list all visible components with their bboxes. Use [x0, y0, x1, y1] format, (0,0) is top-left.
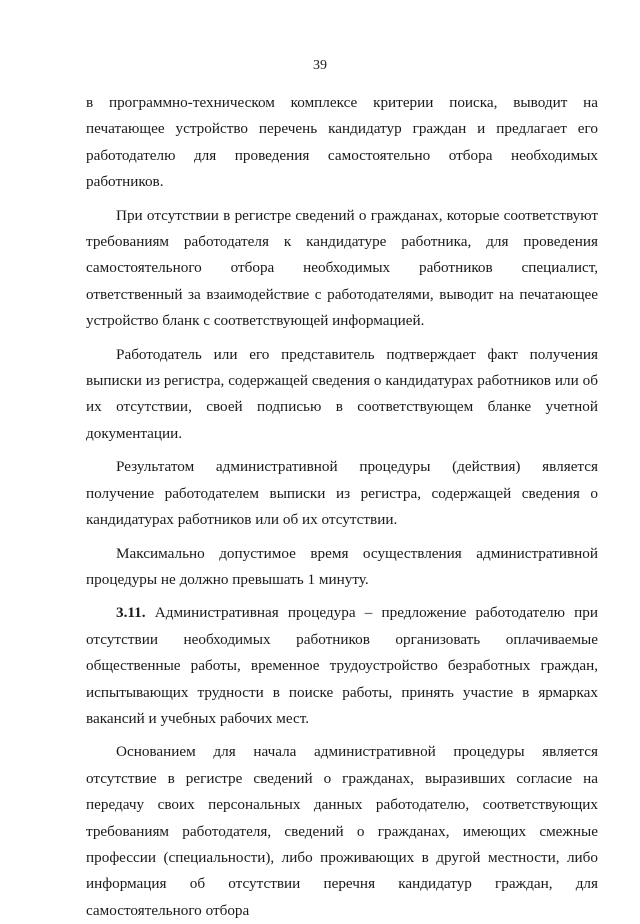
section-3-11	[86, 600, 598, 732]
paragraph-4: Результатом административной процедуры (действия) является получение работодателем выписки из регистра, содержащей сведения о кандидатурах работников или об их отсутствии.	[86, 458, 598, 529]
section-number: 3.11.	[116, 604, 146, 622]
section-text: Административная процедура – предложение работодателю при отсутствии необходимых работников организовать оплачиваемые общественные работы, временное трудоустройство безработных граждан, испытывающих трудности в поиске работы, принять участие в ярмарках вакансий и учебных рабочих мест.	[86, 604, 599, 727]
document-body	[86, 90, 598, 924]
paragraph-5: Максимально допустимое время осуществления административной процедуры не должно превышать 1 минуту.	[86, 544, 598, 588]
paragraph-3: Работодатель или его представитель подтверждает факт получения выписки из регистра, содержащей сведения о кандидатурах работников или об их отсутствии, своей подписью в соответствующем бланке учетной документации.	[86, 345, 598, 442]
paragraph-2: При отсутствии в регистре сведений о гражданах, которые соответствуют требованиям работодателя к кандидатуре работника, для проведения самостоятельного отбора необходимых работников специалист, ответственный за взаимодействие с работодателями, выводит на печатающее устройство бланк с соответствующей информацией.	[86, 206, 598, 330]
page-number: 39	[313, 58, 327, 73]
paragraph-1: в программно-техническом комплексе критерии поиска, выводит на печатающее устройство перечень кандидатур граждан и предлагает его работодателю для проведения самостоятельно отбора необходимых работников.	[86, 94, 598, 191]
paragraph-7: Основанием для начала административной процедуры является отсутствие в регистре сведений о гражданах, выразивших согласие на передачу своих персональных данных работодателю, соответствующих требованиям работодателя, сведений о гражданах, имеющих смежные профессии (специальности), либо проживающих в другой местности, либо информация об отсутствии перечня кандидатур граждан, для самостоятельного отбора	[86, 743, 598, 919]
